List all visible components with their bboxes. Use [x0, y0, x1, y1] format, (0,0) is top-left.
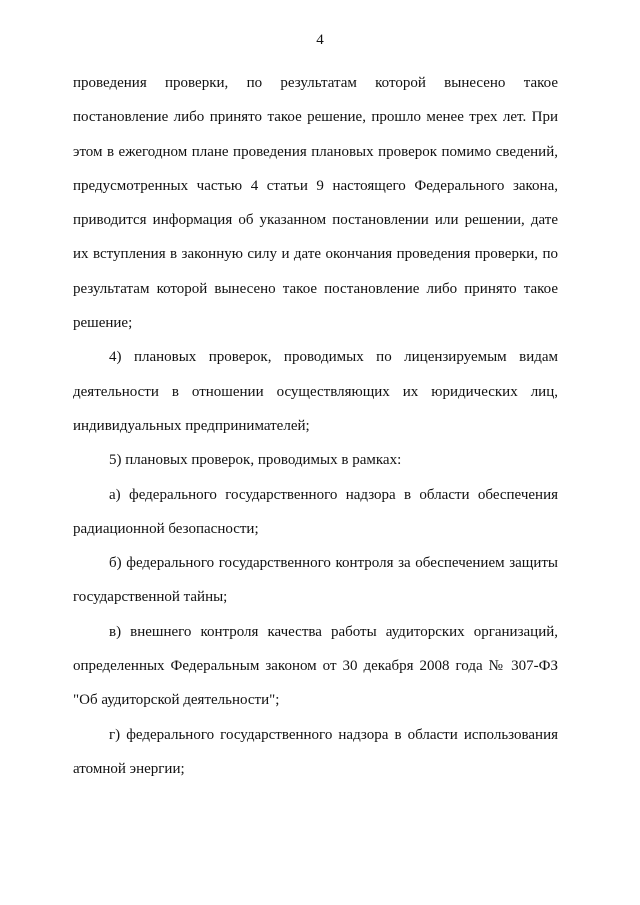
page-number: 4 — [316, 32, 324, 48]
paragraph-continuation: проведения проверки, по результатам которой вынесено такое постановление либо принято такое решение, прошло менее трех лет. При этом в ежегодном плане проведения плановых проверок помимо сведений, предусмотренных частью 4 статьи 9 настоящего Федерального закона, приводится информация об указанном постановлении или решении, дате их вступления в законную силу и дате окончания проведения проверки, по результатам которой вынесено такое постановление либо принято такое решение; — [73, 75, 558, 332]
paragraph-item-5b: б) федерального государственного контроля за обеспечением защиты государственной тайны; — [73, 555, 558, 606]
paragraph-item-5: 5) плановых проверок, проводимых в рамках: — [109, 452, 402, 469]
paragraph-item-4: 4) плановых проверок, проводимых по лицензируемым видам деятельности в отношении осуществляющих их юридических лиц, индивидуальных предпринимателей; — [73, 349, 558, 434]
document-body — [73, 66, 558, 786]
paragraph-item-5g: г) федерального государственного надзора в области использования атомной энергии; — [73, 726, 558, 777]
paragraph-item-5a: а) федерального государственного надзора в области обеспечения радиационной безопасности; — [73, 486, 558, 537]
paragraph-item-5v: в) внешнего контроля качества работы аудиторских организаций, определенных Федеральным законом от 30 декабря 2008 года № 307-ФЗ "Об аудиторской деятельности"; — [73, 623, 558, 709]
